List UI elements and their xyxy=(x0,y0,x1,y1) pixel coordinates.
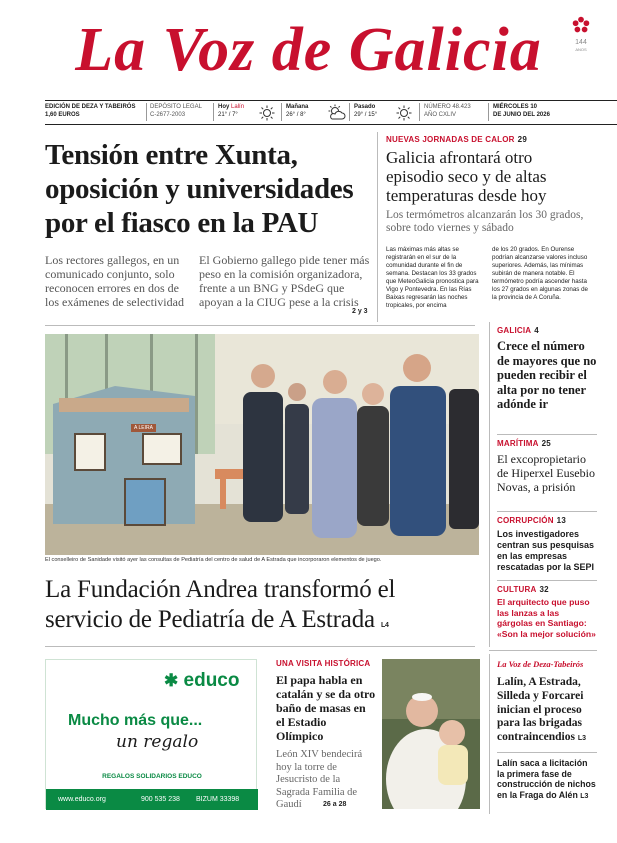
heat-headline[interactable]: Galicia afrontará otro episodio seco y de altas temperaturas desde hoy xyxy=(386,148,547,205)
after-temp: 29° / 15° xyxy=(354,112,378,118)
sidebar-item-cultura[interactable] xyxy=(497,585,597,645)
sidebar-headline[interactable]: El arquitecto que puso las lanzas a las gárgolas en Santiago: «Son la mejor solución» xyxy=(497,597,596,639)
lead-photo xyxy=(45,334,479,555)
lead-deck-left: Los rectores gallegos, en un comunicado conjunto, solo reconocen errores en dos de los exámenes de selectividad xyxy=(45,253,184,309)
pope-pages: 26 a 28 xyxy=(323,801,347,808)
today-label: Hoy xyxy=(218,104,230,110)
local-story1-headline[interactable]: Lalín, A Estrada, Silleda y Forcarei inician el proceso para las brigadas contraincendios xyxy=(497,676,584,744)
today-place: Lalín xyxy=(231,104,245,110)
issue-year: AÑO CXLIV xyxy=(424,112,457,118)
info-bar xyxy=(45,103,617,123)
ad-web[interactable]: www.educo.org xyxy=(58,796,106,803)
anniversary-number: 144 xyxy=(575,39,587,46)
local-story2[interactable] xyxy=(497,758,597,802)
price: 1,60 EUROS xyxy=(45,112,80,118)
sun-icon-2 xyxy=(396,105,412,121)
sidebar-kicker: MARÍTIMA xyxy=(497,439,539,448)
ad-brand-text: educo xyxy=(183,670,240,691)
ad-phone: 900 535 238 xyxy=(141,796,180,803)
sidebar-kicker: CULTURA xyxy=(497,585,537,594)
flower-logo-icon xyxy=(572,16,590,34)
sun-icon xyxy=(259,105,275,121)
ad-line2: un regalo xyxy=(116,732,199,752)
pediatria-story[interactable] xyxy=(45,575,475,641)
legal-label: DEPÓSITO LEGAL xyxy=(150,104,202,110)
educo-ad[interactable] xyxy=(45,659,257,809)
local-section xyxy=(497,659,597,802)
edition-label: EDICIÓN DE DEZA Y TABEIRÓS xyxy=(45,104,136,110)
pope-photo-illustration xyxy=(382,659,480,809)
sidebar xyxy=(497,326,597,645)
today-temp: 21° / 7° xyxy=(218,112,238,118)
local-story2-headline[interactable]: Lalín saca a licitación la primera fase de construcción de nichos en la Fraga do Alén xyxy=(497,757,596,800)
local-story1[interactable] xyxy=(497,676,597,746)
heat-body-right: de los 20 grados. En Ourense podrían alcanzarse valores incluso superiores. Además, las mínimas subirán de manera notable. El termómetro podría ascender hasta los 27 grados en algunas zonas de la provincia de A Coruña. xyxy=(492,246,588,301)
heat-deck: Los termómetros alcanzarán los 30 grados, sobre todo viernes y sábado xyxy=(386,209,584,234)
anniversary-sub: ANOS xyxy=(575,47,587,52)
legal-value: C-2677-2003 xyxy=(150,112,186,118)
pediatria-headline[interactable]: La Fundación Andrea transformó el servicio de Pediatría de A Estrada xyxy=(45,576,396,633)
sidebar-kicker: GALICIA xyxy=(497,326,532,335)
pope-photo xyxy=(382,659,480,809)
tomorrow-temp: 26° / 8° xyxy=(286,112,306,118)
pope-kicker: UNA VISITA HISTÓRICA xyxy=(276,659,371,668)
local-story2-page: L3 xyxy=(580,792,589,800)
lead-story[interactable] xyxy=(45,138,370,240)
masthead-title: La Voz de Galicia xyxy=(75,16,542,84)
pope-story[interactable] xyxy=(276,659,376,812)
photo-caption: El conselleiro de Sanidade visitó ayer las consultas de Pediatría del centro de salud de A Estrada que incorporaron elementos de juego. xyxy=(45,557,382,563)
anniversary-badge xyxy=(565,16,597,52)
sidebar-headline[interactable]: Los investigadores centran sus pesquisas en las empresas rescatadas por la SEPI xyxy=(497,529,595,572)
after-label: Pasado xyxy=(354,104,376,110)
ad-line1: Mucho más que... xyxy=(68,712,203,729)
photo-illustration xyxy=(45,334,479,555)
lead-headline[interactable]: Tensión entre Xunta, oposición y universidades por el fiasco en la PAU xyxy=(45,139,354,239)
lead-deck-right: El Gobierno gallego pide tener más peso en la comisión organizadora, frente a un BNG y PSdeG que apoyan a la CIUG pese a la crisis xyxy=(199,253,370,309)
ad-footer xyxy=(46,789,258,810)
sidebar-kicker: CORRUPCIÓN xyxy=(497,516,554,525)
heat-story[interactable] xyxy=(386,135,592,235)
sidebar-item-maritima[interactable] xyxy=(497,439,597,511)
ad-brand xyxy=(164,670,239,692)
ad-line3: REGALOS SOLIDARIOS EDUCO xyxy=(102,773,202,780)
masthead xyxy=(0,10,617,92)
sun-cloud-icon xyxy=(326,104,346,121)
sidebar-item-galicia[interactable] xyxy=(497,326,597,434)
photo-sign: A LEIRA xyxy=(131,424,156,432)
heat-body-left: Las máximas más altas se registrarán en el sur de la comunidad durante el fin de semana. Destacan los 33 grados que MeteoGalicia pronostica para Vigo y Pontevedra. En las Rías Baixas regresarán las noches tropicales, por encima xyxy=(386,246,479,309)
heat-page: 29 xyxy=(517,135,527,144)
sidebar-headline[interactable]: El excopropietario de Hiperxel Eusebio Novas, a prisión xyxy=(497,452,595,494)
ad-bizum: BIZUM 33398 xyxy=(196,796,240,803)
sidebar-item-corrupcion[interactable] xyxy=(497,516,597,580)
tomorrow-label: Mañana xyxy=(286,104,309,110)
pope-headline[interactable]: El papa habla en catalán y se da otro baño de masas en el Estadio Olímpico xyxy=(276,673,376,743)
pope-deck: León XIV bendecirá hoy la torre de Jesucristo de la Sagrada Familia de Gaudí xyxy=(276,749,363,810)
sidebar-page: 4 xyxy=(534,326,539,335)
local-brand: La Voz de Deza-Tabeirós xyxy=(497,659,584,669)
sidebar-headline[interactable]: Crece el número de mayores que no pueden recibir el alta por no tener adónde ir xyxy=(497,339,597,411)
date-line2: DE JUNIO DEL 2026 xyxy=(493,112,550,118)
local-story1-page: L3 xyxy=(577,735,586,743)
sidebar-page: 13 xyxy=(556,516,566,525)
sidebar-page: 25 xyxy=(541,439,551,448)
sidebar-page: 32 xyxy=(539,585,549,594)
date-line1: MIÉRCOLES 10 xyxy=(493,104,538,110)
issue-number: NÚMERO 48.423 xyxy=(424,104,471,110)
lead-pages: 2 y 3 xyxy=(352,308,368,315)
person-star-icon: ✱ xyxy=(164,671,179,690)
pediatria-page: L4 xyxy=(380,622,389,629)
heat-kicker: NUEVAS JORNADAS DE CALOR xyxy=(386,135,515,144)
